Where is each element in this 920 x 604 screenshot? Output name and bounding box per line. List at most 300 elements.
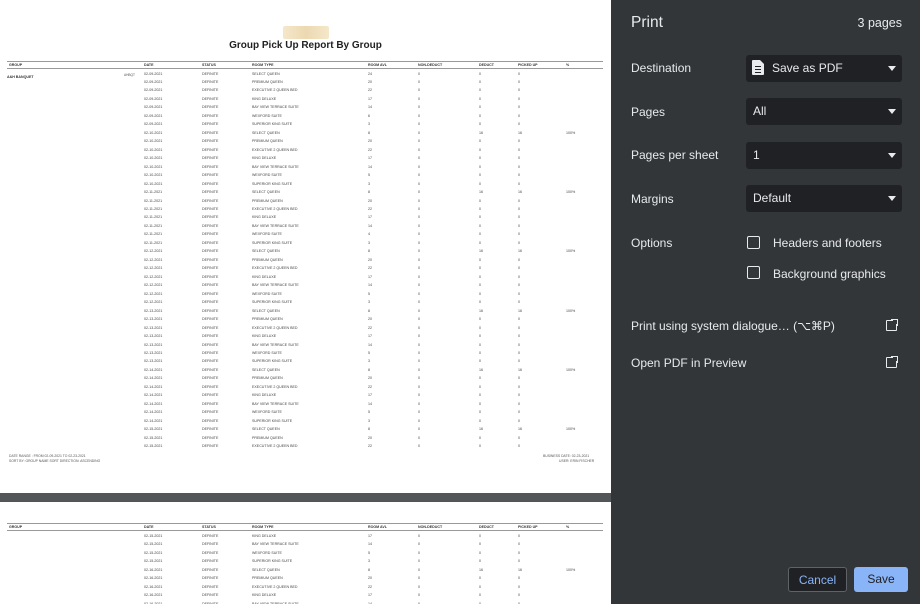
table-cell: BAY VIEW TERRACE SUITE <box>252 342 299 347</box>
table-cell: 0 <box>518 240 520 245</box>
table-cell: 0 <box>479 550 481 555</box>
table-cell: 0 <box>479 113 481 118</box>
table-cell: WEXFORD SUITE <box>252 232 282 237</box>
table-cell: 0 <box>418 198 420 203</box>
table-cell: 100% <box>566 308 576 313</box>
table-cell: 0 <box>518 376 520 381</box>
pages-label: Pages <box>631 105 666 119</box>
table-cell: DEFINITE <box>202 130 219 135</box>
table-cell: DEFINITE <box>202 266 219 271</box>
table-cell: SUPERIOR KING SUITE <box>252 240 293 245</box>
table-cell: SELECT QUEEN <box>252 567 280 572</box>
table-cell: 0 <box>418 96 420 101</box>
table-cell: DEFINITE <box>202 181 219 186</box>
table-cell: DEFINITE <box>202 274 219 279</box>
table-cell: DEFINITE <box>202 147 219 152</box>
table-cell: 0 <box>418 105 420 110</box>
table-cell: 0 <box>479 283 481 288</box>
table-cell: 0 <box>518 418 520 423</box>
table-cell: 0 <box>479 325 481 330</box>
table-cell: 0 <box>518 542 520 547</box>
table-cell: 02-10-2021 <box>144 164 163 169</box>
table-cell: 0 <box>518 410 520 415</box>
table-cell: DEFINITE <box>202 393 219 398</box>
column-header: DEDUCT <box>479 525 494 529</box>
table-cell: DEFINITE <box>202 240 219 245</box>
table-cell: 0 <box>418 181 420 186</box>
table-cell: 02-12-2021 <box>144 274 163 279</box>
table-cell: 16 <box>479 190 483 195</box>
table-cell: 02-10-2021 <box>144 147 163 152</box>
table-cell: SELECT QUEEN <box>252 190 280 195</box>
table-cell: 22 <box>368 88 372 93</box>
table-cell: 0 <box>418 300 420 305</box>
margins-label: Margins <box>631 192 674 206</box>
table-cell: DEFINITE <box>202 351 219 355</box>
table-cell: 0 <box>479 384 481 389</box>
table-cell: 0 <box>518 317 520 322</box>
table-cell: 0 <box>418 266 420 271</box>
table-cell: 100% <box>566 249 576 254</box>
margins-select[interactable] <box>746 185 902 212</box>
table-cell: 0 <box>518 181 520 186</box>
table-cell: EXECUTIVE 2 QUEEN BED <box>252 384 298 389</box>
table-cell: 20 <box>368 376 372 381</box>
table-cell: 17 <box>368 96 372 101</box>
table-cell: SUPERIOR KING SUITE <box>252 559 293 564</box>
table-cell: 0 <box>518 291 520 296</box>
table-cell: DEFINITE <box>202 367 219 372</box>
table-cell: DEFINITE <box>202 376 219 381</box>
background-graphics-label[interactable]: Background graphics <box>773 267 886 281</box>
table-cell: SUPERIOR KING SUITE <box>252 300 293 305</box>
table-cell: 0 <box>518 105 520 110</box>
table-cell: 02-15-2021 <box>144 550 163 555</box>
table-cell: DEFINITE <box>202 207 219 212</box>
table-cell: 0 <box>479 393 481 398</box>
table-cell: 0 <box>418 601 420 604</box>
table-cell: DEFINITE <box>202 444 219 449</box>
table-cell: 5 <box>368 173 370 178</box>
column-header: STATUS <box>202 63 216 67</box>
table-cell: DEFINITE <box>202 283 219 288</box>
column-header: ROOM TYPE <box>252 63 274 67</box>
table-cell: 0 <box>418 342 420 347</box>
table-cell: 0 <box>418 593 420 598</box>
column-header: % <box>566 63 570 67</box>
table-cell: SELECT QUEEN <box>252 130 280 135</box>
table-cell: 0 <box>418 427 420 432</box>
table-cell: 14 <box>368 542 372 547</box>
table-cell: 0 <box>418 130 420 135</box>
table-cell: WEXFORD SUITE <box>252 550 282 555</box>
table-cell: 02-11-2021 <box>144 240 163 245</box>
table-cell: BAY VIEW TERRACE SUITE <box>252 105 299 110</box>
table-cell: 02-11-2021 <box>144 190 163 195</box>
table-cell: EXECUTIVE 2 QUEEN BED <box>252 147 298 152</box>
table-cell: 0 <box>518 393 520 398</box>
table-cell: 0 <box>418 376 420 381</box>
table-cell: 0 <box>418 444 420 449</box>
table-cell: 02-15-2021 <box>144 542 163 547</box>
table-cell: 0 <box>518 71 520 76</box>
table-cell: 100% <box>566 367 576 372</box>
table-cell: DEFINITE <box>202 567 219 572</box>
table-cell: 5 <box>368 410 370 415</box>
table-cell: 0 <box>479 71 481 76</box>
table-cell: 0 <box>418 393 420 398</box>
column-header: DATE <box>144 63 154 67</box>
table-cell: 0 <box>418 71 420 76</box>
table-cell: EXECUTIVE 2 QUEEN BED <box>252 266 298 271</box>
table-cell: 02-13-2021 <box>144 351 163 355</box>
table-cell: 0 <box>418 550 420 555</box>
margins-value: Default <box>753 191 792 205</box>
table-cell: 0 <box>479 593 481 598</box>
table-cell: 3 <box>368 240 370 245</box>
destination-value: Save as PDF <box>772 61 843 75</box>
table-cell: 02-14-2021 <box>144 393 163 398</box>
table-cell: 0 <box>518 79 520 84</box>
table-cell: 0 <box>479 164 481 169</box>
table-cell: 0 <box>479 139 481 144</box>
table-cell: 02-11-2021 <box>144 232 163 237</box>
table-cell: 5 <box>368 351 370 355</box>
table-cell: KING DELUXE <box>252 156 277 161</box>
table-cell: 16 <box>479 130 483 135</box>
table-cell: 0 <box>518 198 520 203</box>
table-cell: BAY VIEW TERRACE SUITE <box>252 401 299 406</box>
header-rule <box>7 523 603 524</box>
table-cell: 0 <box>479 274 481 279</box>
table-cell: 0 <box>479 223 481 228</box>
table-cell: 02-09-2021 <box>144 113 163 118</box>
table-cell: 0 <box>518 266 520 271</box>
table-cell: 22 <box>368 266 372 271</box>
table-cell: 02-13-2021 <box>144 317 163 322</box>
table-cell: DEFINITE <box>202 257 219 262</box>
table-cell: 0 <box>418 325 420 330</box>
table-cell: 02-12-2021 <box>144 300 163 305</box>
open-external-icon[interactable] <box>886 320 897 331</box>
table-cell: 0 <box>518 534 520 538</box>
table-cell: DEFINITE <box>202 576 219 581</box>
table-cell: DEFINITE <box>202 317 219 322</box>
destination-label: Destination <box>631 61 692 75</box>
table-cell: DEFINITE <box>202 342 219 347</box>
table-cell: 0 <box>479 410 481 415</box>
open-pdf-preview-link[interactable]: Open PDF in Preview <box>631 356 747 370</box>
table-cell: PREMIUM QUEEN <box>252 198 283 203</box>
table-cell: DEFINITE <box>202 418 219 423</box>
table-cell: 8 <box>368 190 370 195</box>
table-cell: PREMIUM QUEEN <box>252 376 283 381</box>
table-cell: 0 <box>518 300 520 305</box>
table-cell: SELECT QUEEN <box>252 71 280 76</box>
table-cell: 0 <box>418 274 420 279</box>
table-cell: 0 <box>418 232 420 237</box>
table-cell: 8 <box>368 427 370 432</box>
group-code: AHBQT <box>124 73 135 77</box>
table-cell: 0 <box>518 435 520 440</box>
table-cell: 02-12-2021 <box>144 249 163 254</box>
table-cell: SELECT QUEEN <box>252 308 280 313</box>
table-cell: 0 <box>518 113 520 118</box>
headers-footers-label[interactable]: Headers and footers <box>773 236 882 250</box>
table-cell: 02-12-2021 <box>144 257 163 262</box>
table-cell: DEFINITE <box>202 325 219 330</box>
table-cell: DEFINITE <box>202 88 219 93</box>
table-cell: PREMIUM QUEEN <box>252 576 283 581</box>
table-cell: KING DELUXE <box>252 334 277 339</box>
table-cell: 02-10-2021 <box>144 130 163 135</box>
table-cell: 0 <box>479 181 481 186</box>
table-cell: 5 <box>368 550 370 555</box>
group-name: A&H BANQUET <box>7 75 34 79</box>
table-cell: KING DELUXE <box>252 593 277 598</box>
table-cell: 0 <box>418 88 420 93</box>
table-cell: 0 <box>518 351 520 355</box>
table-cell: 02-10-2021 <box>144 139 163 144</box>
system-dialog-link[interactable]: Print using system dialogue… (⌥⌘P) <box>631 319 835 333</box>
table-cell: 02-14-2021 <box>144 384 163 389</box>
table-cell: DEFINITE <box>202 105 219 110</box>
background-graphics-checkbox[interactable] <box>747 266 760 279</box>
pages-select[interactable] <box>746 98 902 125</box>
table-cell: EXECUTIVE 2 QUEEN BED <box>252 88 298 93</box>
table-cell: 16 <box>518 567 522 572</box>
table-cell: KING DELUXE <box>252 215 277 220</box>
table-cell: PREMIUM QUEEN <box>252 435 283 440</box>
table-cell: 16 <box>479 367 483 372</box>
table-cell: DEFINITE <box>202 249 219 254</box>
table-cell: 0 <box>418 559 420 564</box>
table-cell: 02-09-2021 <box>144 96 163 101</box>
table-cell: DEFINITE <box>202 223 219 228</box>
table-cell: 0 <box>418 317 420 322</box>
column-header: DEDUCT <box>479 63 494 67</box>
table-cell: 22 <box>368 444 372 449</box>
table-cell: WEXFORD SUITE <box>252 173 282 178</box>
table-cell: 02-16-2021 <box>144 576 163 581</box>
save-button[interactable]: Save <box>854 567 908 592</box>
table-cell: 02-15-2021 <box>144 435 163 440</box>
table-cell: 0 <box>518 215 520 220</box>
table-cell: 20 <box>368 198 372 203</box>
table-cell: SUPERIOR KING SUITE <box>252 418 293 423</box>
table-cell: 17 <box>368 156 372 161</box>
table-cell: 02-13-2021 <box>144 359 163 364</box>
report-title: Group Pick Up Report By Group <box>229 40 382 51</box>
table-cell: 16 <box>479 308 483 313</box>
table-cell: 16 <box>518 367 522 372</box>
table-cell: 02-14-2021 <box>144 376 163 381</box>
headers-footers-checkbox[interactable] <box>747 236 760 249</box>
table-cell: 0 <box>479 291 481 296</box>
table-cell: 0 <box>418 113 420 118</box>
table-cell: 0 <box>518 223 520 228</box>
table-cell: 16 <box>518 427 522 432</box>
table-cell: 0 <box>479 257 481 262</box>
table-cell: 0 <box>518 601 520 604</box>
table-cell: DEFINITE <box>202 334 219 339</box>
column-header: ROOM AVL <box>368 63 387 67</box>
table-cell: 0 <box>518 384 520 389</box>
table-cell: 0 <box>418 122 420 127</box>
column-header: PICKED UP <box>518 63 538 67</box>
table-cell: DEFINITE <box>202 410 219 415</box>
table-cell: 17 <box>368 274 372 279</box>
document-icon <box>752 60 764 75</box>
table-cell: 20 <box>368 139 372 144</box>
table-cell: DEFINITE <box>202 401 219 406</box>
table-cell: SELECT QUEEN <box>252 427 280 432</box>
table-cell: 0 <box>518 359 520 364</box>
table-cell: 16 <box>518 249 522 254</box>
table-cell: 17 <box>368 215 372 220</box>
table-cell: DEFINITE <box>202 164 219 169</box>
table-cell: 14 <box>368 223 372 228</box>
table-cell: BAY VIEW TERRACE SUITE <box>252 164 299 169</box>
table-cell: 02-10-2021 <box>144 156 163 161</box>
table-cell: 0 <box>479 173 481 178</box>
column-header: PICKED UP <box>518 525 538 529</box>
table-cell: 0 <box>518 164 520 169</box>
table-cell: 8 <box>368 249 370 254</box>
table-cell: DEFINITE <box>202 534 219 538</box>
table-cell: 17 <box>368 534 372 538</box>
preview-page-2 <box>0 502 611 604</box>
chevron-down-icon <box>888 66 896 71</box>
table-cell: PREMIUM QUEEN <box>252 257 283 262</box>
column-header: NON-DEDUCT <box>418 525 443 529</box>
table-cell: BAY VIEW TERRACE SUITE <box>252 542 299 547</box>
table-cell: 0 <box>418 240 420 245</box>
table-cell: 0 <box>418 164 420 169</box>
table-cell: 20 <box>368 257 372 262</box>
table-cell: 02-11-2021 <box>144 207 163 212</box>
table-cell: 0 <box>518 274 520 279</box>
pages-per-sheet-value: 1 <box>753 148 760 162</box>
table-cell: 02-11-2021 <box>144 215 163 220</box>
footer-business-date: BUSINESS DATE: 02-23-2021 <box>543 454 590 458</box>
table-cell: 0 <box>418 359 420 364</box>
table-cell: BAY VIEW TERRACE SUITE <box>252 601 299 604</box>
table-cell: 02-12-2021 <box>144 283 163 288</box>
table-cell: 0 <box>418 576 420 581</box>
options-label: Options <box>631 236 673 250</box>
table-cell: 02-10-2021 <box>144 173 163 178</box>
table-cell: 0 <box>418 584 420 589</box>
table-cell: 0 <box>518 593 520 598</box>
table-cell: KING DELUXE <box>252 534 277 538</box>
table-cell: 0 <box>518 122 520 127</box>
table-cell: 0 <box>418 139 420 144</box>
cancel-button[interactable]: Cancel <box>788 567 847 592</box>
table-cell: 5 <box>368 291 370 296</box>
table-cell: 02-16-2021 <box>144 601 163 604</box>
table-cell: 100% <box>566 427 576 432</box>
table-cell: 0 <box>518 96 520 101</box>
table-cell: 02-15-2021 <box>144 559 163 564</box>
table-cell: 0 <box>418 435 420 440</box>
open-external-icon[interactable] <box>886 357 897 368</box>
table-cell: 22 <box>368 584 372 589</box>
table-cell: 4 <box>368 232 370 237</box>
footer-user: USER: ERIN FISCHER <box>559 459 595 463</box>
table-cell: 02-14-2021 <box>144 401 163 406</box>
table-cell: 0 <box>518 207 520 212</box>
table-cell: 0 <box>479 542 481 547</box>
table-cell: WEXFORD SUITE <box>252 291 282 296</box>
table-cell: 20 <box>368 576 372 581</box>
table-cell: 0 <box>418 249 420 254</box>
table-cell: 17 <box>368 393 372 398</box>
table-cell: SUPERIOR KING SUITE <box>252 181 293 186</box>
table-cell: DEFINITE <box>202 435 219 440</box>
table-cell: 02-09-2021 <box>144 88 163 93</box>
pages-per-sheet-label: Pages per sheet <box>631 148 719 162</box>
table-cell: 0 <box>518 325 520 330</box>
table-cell: 0 <box>418 418 420 423</box>
pages-value: All <box>753 104 767 118</box>
table-cell: 0 <box>518 444 520 449</box>
table-cell: 02-09-2021 <box>144 122 163 127</box>
table-cell: 8 <box>368 367 370 372</box>
table-cell: 02-11-2021 <box>144 223 163 228</box>
table-cell: 02-10-2021 <box>144 181 163 186</box>
destination-select[interactable] <box>746 55 902 82</box>
pages-per-sheet-select[interactable] <box>746 142 902 169</box>
table-cell: 0 <box>518 156 520 161</box>
table-cell: EXECUTIVE 2 QUEEN BED <box>252 325 298 330</box>
table-cell: 20 <box>368 79 372 84</box>
table-cell: DEFINITE <box>202 601 219 604</box>
chevron-down-icon <box>888 153 896 158</box>
table-cell: 0 <box>518 334 520 339</box>
table-cell: DEFINITE <box>202 291 219 296</box>
table-cell: 0 <box>418 283 420 288</box>
table-cell: 100% <box>566 130 576 135</box>
table-cell: 22 <box>368 207 372 212</box>
footer-sort: SORT BY: GROUP NAME SORT DIRECTION: ASCENDING <box>9 459 101 463</box>
table-cell: 0 <box>479 240 481 245</box>
table-cell: 14 <box>368 283 372 288</box>
table-cell: 0 <box>518 283 520 288</box>
table-cell: 0 <box>418 334 420 339</box>
table-cell: 02-13-2021 <box>144 334 163 339</box>
table-cell: PREMIUM QUEEN <box>252 79 283 84</box>
table-cell: 0 <box>479 444 481 449</box>
table-cell: DEFINITE <box>202 215 219 220</box>
print-settings-panel <box>611 0 920 604</box>
table-cell: EXECUTIVE 2 QUEEN BED <box>252 207 298 212</box>
table-cell: 0 <box>418 367 420 372</box>
table-cell: 100% <box>566 190 576 195</box>
table-cell: 22 <box>368 384 372 389</box>
table-cell: 0 <box>518 550 520 555</box>
table-cell: 0 <box>518 173 520 178</box>
table-cell: 02-16-2021 <box>144 593 163 598</box>
table-cell: 0 <box>418 534 420 538</box>
table-cell: WEXFORD SUITE <box>252 113 282 118</box>
table-cell: 0 <box>518 342 520 347</box>
table-cell: 0 <box>479 215 481 220</box>
table-cell: DEFINITE <box>202 359 219 364</box>
table-cell: DEFINITE <box>202 122 219 127</box>
table-cell: 3 <box>368 418 370 423</box>
table-cell: 02-14-2021 <box>144 367 163 372</box>
